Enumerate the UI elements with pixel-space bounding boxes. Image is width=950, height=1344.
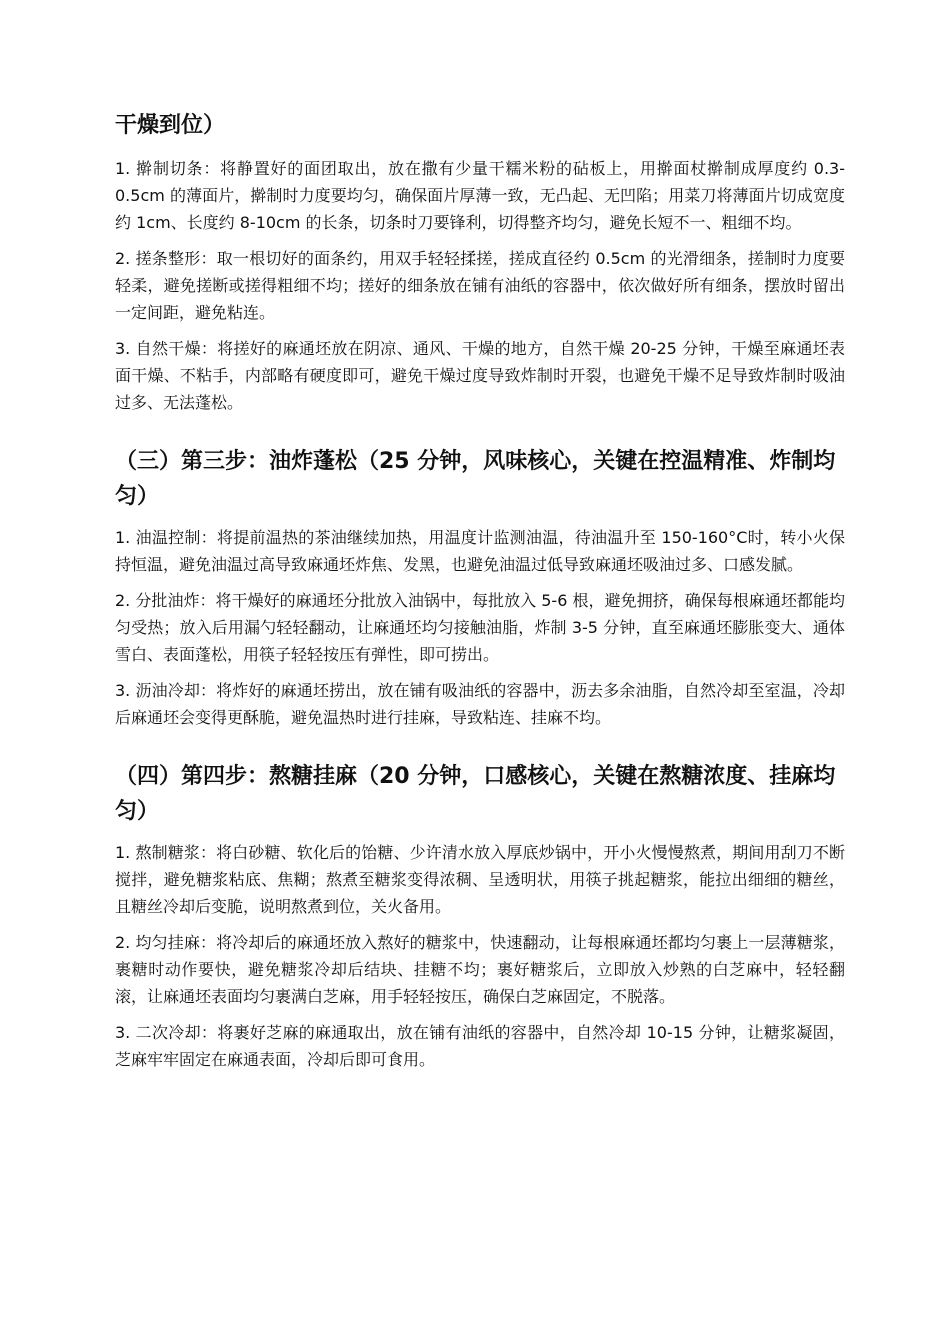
step2-item-cut: 1. 擀制切条：将静置好的面团取出，放在撒有少量干糯米粉的砧板上，用擀面杖擀制成厚度约 0.3-0.5cm 的薄面片，擀制时力度要均匀，确保面片厚薄一致，无凸起、无凹陷；用菜刀将薄面片切成宽度约 1cm、长度约 8-10cm 的长条，切条时刀要锋利，切得整齐均匀，避免长短不一、粗细不均。 (115, 159, 845, 232)
step3-item-drain-cool: 3. 沥油冷却：将炸好的麻通坯捞出，放在铺有吸油纸的容器中，沥去多余油脂，自然冷却至室温，冷却后麻通坯会变得更酥脆，避免温热时进行挂麻，导致粘连、挂麻不均。 (115, 681, 845, 727)
section4-heading: （四）第四步：熬糖挂麻（20 分钟，口感核心，关键在熬糖浓度、挂麻均匀） (115, 764, 836, 824)
step2-item-shape: 2. 搓条整形：取一根切好的面条约，用双手轻轻揉搓，搓成直径约 0.5cm 的光滑细条，搓制时力度要轻柔，避免搓断或搓得粗细不均；搓好的细条放在铺有油纸的容器中，依次做好所有细条，摆放时留出一定间距，避免粘连。 (115, 249, 845, 322)
section3-heading: （三）第三步：油炸蓬松（25 分钟，风味核心，关键在控温精准、炸制均匀） (115, 449, 836, 509)
step3-item-batch-fry: 2. 分批油炸：将干燥好的麻通坯分批放入油锅中，每批放入 5-6 根，避免拥挤，确保每根麻通坯都能均匀受热；放入后用漏勺轻轻翻动，让麻通坯均匀接触油脂，炸制 3-5 分钟，直至麻通坯膨胀变大、通体雪白、表面蓬松，用筷子轻轻按压有弹性，即可捞出。 (115, 591, 845, 664)
step4-item-coat: 2. 均匀挂麻：将冷却后的麻通坯放入熬好的糖浆中，快速翻动，让每根麻通坯都均匀裹上一层薄糖浆，裹糖时动作要快，避免糖浆冷却后结块、挂糖不均；裹好糖浆后，立即放入炒熟的白芝麻中，轻轻翻滚，让麻通坯表面均匀裹满白芝麻，用手轻轻按压，确保白芝麻固定，不脱落。 (115, 933, 845, 1006)
continued-section-heading: 干燥到位） (115, 113, 226, 138)
step4-item-second-cool: 3. 二次冷却：将裹好芝麻的麻通取出，放在铺有油纸的容器中，自然冷却 10-15 分钟，让糖浆凝固，芝麻牢牢固定在麻通表面，冷却后即可食用。 (115, 1023, 845, 1069)
step3-item-oil-temp: 1. 油温控制：将提前温热的茶油继续加热，用温度计监测油温，待油温升至 150-160°C时，转小火保持恒温，避免油温过高导致麻通坯炸焦、发黑，也避免油温过低导致麻通坯吸油过多、口感发腻。 (115, 528, 845, 574)
step2-item-dry: 3. 自然干燥：将搓好的麻通坯放在阴凉、通风、干燥的地方，自然干燥 20-25 分钟，干燥至麻通坯表面干燥、不粘手，内部略有硬度即可，避免干燥过度导致炸制时开裂，也避免干燥不足导致炸制时吸油过多、无法蓬松。 (115, 339, 845, 412)
document-page (115, 108, 845, 1082)
step4-item-syrup: 1. 熬制糖浆：将白砂糖、软化后的饴糖、少许清水放入厚底炒锅中，开小火慢慢熬煮，期间用刮刀不断搅拌，避免糖浆粘底、焦糊；熬煮至糖浆变得浓稠、呈透明状，用筷子挑起糖浆，能拉出细细的糖丝，且糖丝冷却后变脆，说明熬煮到位，关火备用。 (115, 843, 845, 916)
